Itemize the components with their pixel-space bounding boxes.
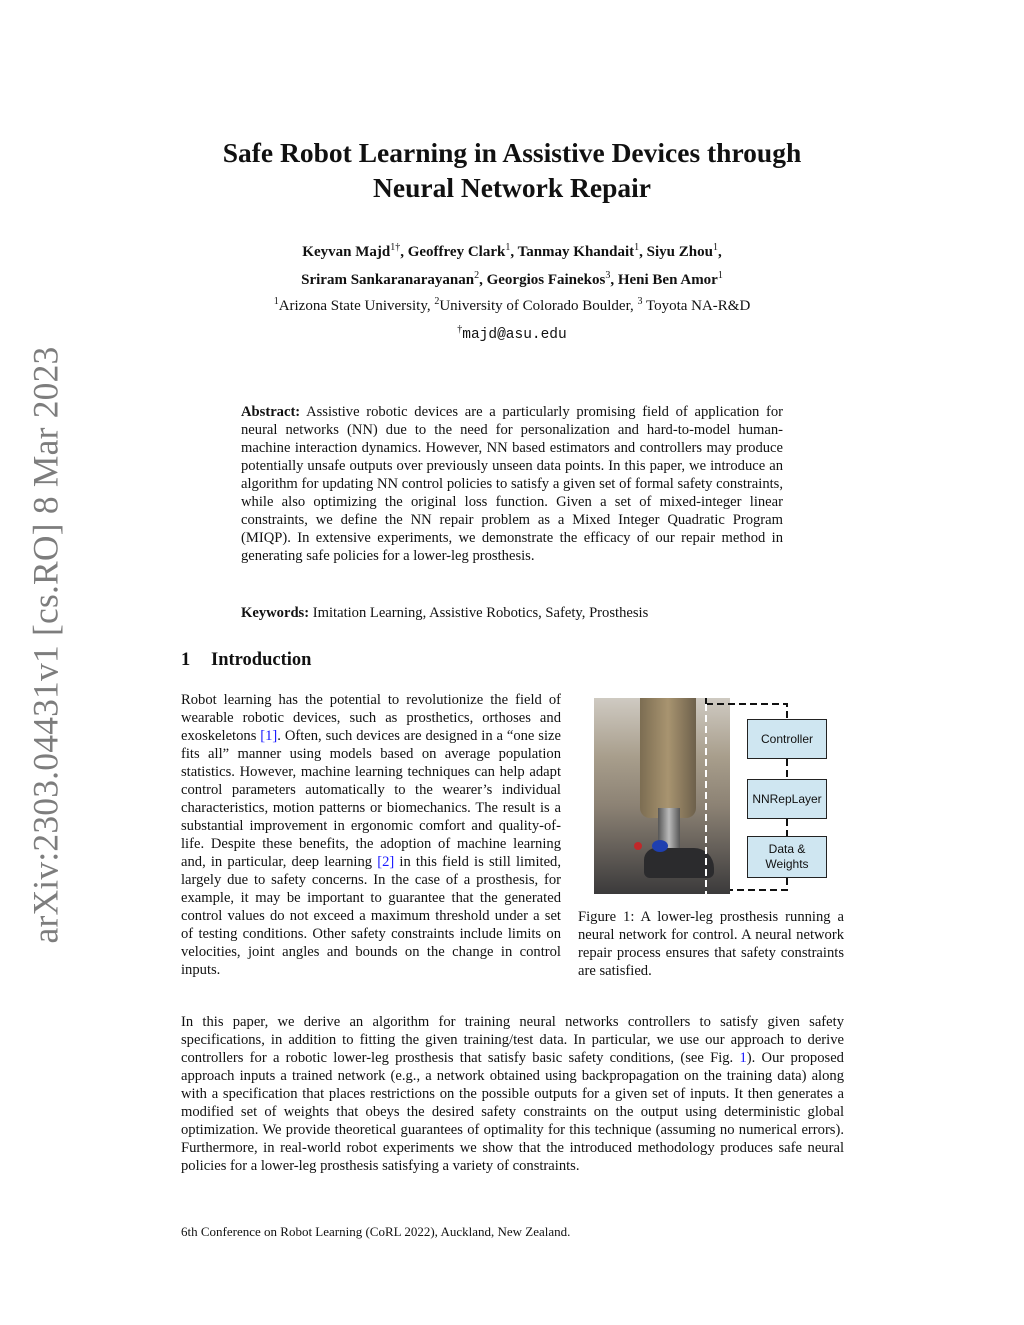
author-line-2 — [170, 264, 854, 292]
affil-sup: 1 — [273, 296, 279, 307]
keywords-text: Imitation Learning, Assistive Robotics, Safety, Prosthesis — [312, 605, 649, 621]
author-name: Sriram Sankaranarayanan — [301, 272, 475, 288]
intro-text: in this field is still limited, largely due to safety concerns. In the case of a prosthesis, for example, it may be important to guarantee that the generated control values do not exceed a maximum threshold under a set of testing conditions. Other safety constraints include limits on velocities, joint angles and bounds on the change in control inputs. — [181, 854, 561, 978]
email-sup: † — [457, 324, 463, 335]
abstract-text: Assistive robotic devices are a particularly promising field of application for neural networks (NN) due to the need for personalization and hard-to-model human-machine interaction dynamics. However, NN based estimators and controllers may produce potentially unsafe outputs over previously unseen data points. In this paper, we introduce an algorithm for updating NN control policies to satisfy a given set of formal safety constraints, while also optimizing the original loss function. Given a set of mixed-integer linear constraints, we define the NN repair problem as a Mixed Integer Quadratic Program (MIQP). In extensive experiments, we demonstrate the efficacy of our repair method in generating safe policies for a lower-leg prosthesis. — [241, 404, 784, 564]
keywords-label: Keywords: — [241, 605, 310, 621]
author-affil-sup: 1 — [505, 242, 511, 253]
author-affil-sup: 1 — [634, 242, 640, 253]
affil-sup: 3 — [637, 296, 643, 307]
author-sep: , — [510, 244, 518, 260]
citation-link[interactable]: [1] — [260, 728, 278, 744]
nnreplayer-label: NNRepLayer — [752, 791, 822, 806]
data-weights-box — [747, 836, 827, 878]
figure-1 — [594, 698, 834, 898]
affiliations — [170, 292, 854, 316]
author-sep: , — [400, 244, 408, 260]
intro-text: Robot learning has the potential to revolutionize the field of wearable robotic devices, such as prosthetics, orthoses and exoskeletons — [181, 692, 561, 744]
citation-link[interactable]: [2] — [377, 854, 395, 870]
author-sep: , — [717, 244, 722, 260]
intro-text: . Often, such devices are designed in a “one size fits all” manner using models based on average population statistics. However, machine learning techniques can help adapt control parameters automatically to the wearer’s individual characteristics, motion patterns or biomechanics. The result is a substantial improvement in ergonomic comfort and quality-of-life. Despite these benefits, the adoption of machine learning and, in particular, deep learning — [181, 728, 561, 870]
contact-email — [170, 324, 854, 343]
author-affil-sup: 1† — [390, 242, 401, 253]
abstract — [241, 403, 783, 565]
affiliation-text: Toyota NA-R&D — [642, 298, 751, 314]
data-weights-label: Data & Weights — [765, 842, 809, 871]
author-sep: , — [479, 272, 487, 288]
intro-paragraph-2 — [181, 1013, 844, 1175]
intro-text: In this paper, we derive an algorithm for training neural networks controllers to satisfy given safety specifications, in addition to fitting the given training/test data. In particular, we use our approach to derive controllers for a robotic lower-leg prosthesis that satisfy basic safety conditions, (see Fig. — [181, 1014, 844, 1066]
title-line-2: Neural Network Repair — [373, 172, 651, 203]
arxiv-stamp-text: arXiv:2303.04431v1 [cs.RO] 8 Mar 2023 — [25, 346, 66, 944]
intro-paragraph-1 — [181, 691, 561, 979]
author-name: Tanmay Khandait — [517, 244, 635, 260]
section-title: Introduction — [211, 650, 312, 670]
dashed-line — [706, 698, 787, 719]
author-name: Heni Ben Amor — [617, 272, 718, 288]
author-sep: , — [639, 244, 647, 260]
conference-footer: 6th Conference on Robot Learning (CoRL 2022), Auckland, New Zealand. — [181, 1224, 571, 1239]
author-affil-sup: 2 — [474, 270, 480, 281]
keywords — [241, 604, 783, 622]
figure-ref-link[interactable]: 1 — [739, 1050, 747, 1066]
author-name: Siyu Zhou — [646, 244, 713, 260]
controller-label: Controller — [760, 731, 814, 746]
affiliation-text: University of Colorado Boulder, — [439, 298, 638, 314]
arxiv-stamp — [16, 346, 74, 944]
author-affil-sup: 1 — [717, 270, 723, 281]
section-number: 1 — [181, 650, 191, 670]
author-affil-sup: 3 — [605, 270, 611, 281]
abstract-label: Abstract: — [241, 404, 301, 420]
title-line-1: Safe Robot Learning in Assistive Devices through — [222, 137, 802, 168]
paper-title — [170, 135, 854, 205]
affiliation-text: Arizona State University, — [278, 298, 435, 314]
affil-sup: 2 — [434, 296, 440, 307]
dashed-line — [730, 878, 787, 890]
email-address: majd@asu.edu — [462, 326, 567, 343]
intro-text: ). Our proposed approach inputs a trained network (e.g., a network obtained using backpropagation on the training data) along with a specification that places restrictions on the possible outputs for a given set of inputs. It then generates a modified set of weights that obeys the desired safety constraints on the output using deterministic global optimization. We provide theoretical guarantees of optimality for this technique (assuming no numerical errors). Furthermore, in real-world robot experiments we show that the introduced methodology produces safe neural policies for a lower-leg prosthesis satisfying a variety of constraints. — [181, 1050, 844, 1174]
figure-caption: Figure 1: A lower-leg prosthesis running a neural network for control. A neural network repair process ensures that safety constraints are satisfied. — [578, 909, 844, 979]
author-name: Keyvan Majd — [302, 244, 391, 260]
author-affil-sup: 1 — [712, 242, 718, 253]
author-line-1 — [170, 236, 854, 264]
controller-box — [747, 719, 827, 759]
author-name: Georgios Fainekos — [486, 272, 606, 288]
author-list — [170, 236, 854, 292]
author-sep: , — [610, 272, 618, 288]
section-heading-introduction — [181, 648, 311, 672]
nnreplayer-box — [747, 779, 827, 819]
author-name: Geoffrey Clark — [407, 244, 506, 260]
